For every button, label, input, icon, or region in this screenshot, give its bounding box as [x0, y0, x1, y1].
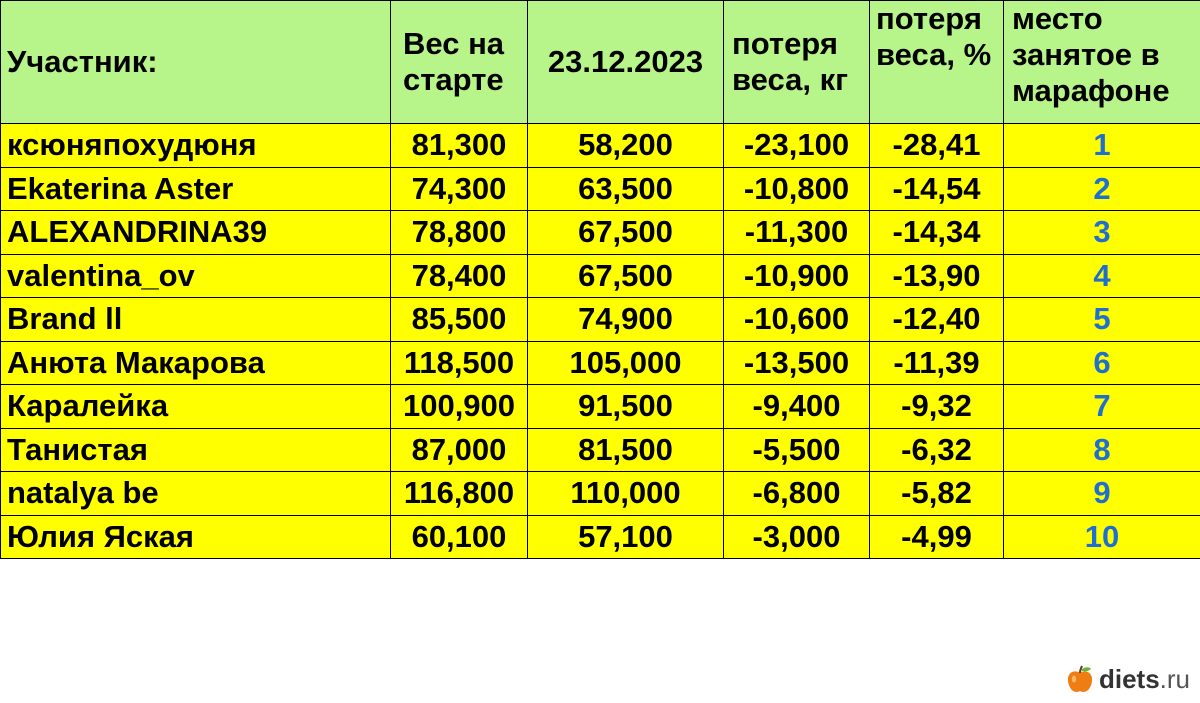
loss-percent-cell: -12,40 [870, 298, 1004, 342]
loss-percent-cell: -5,82 [870, 472, 1004, 516]
watermark-tld: .ru [1159, 664, 1190, 694]
participant-name-cell: Анюта Макарова [1, 341, 391, 385]
loss-kg-cell: -11,300 [724, 211, 870, 255]
table-row [1, 211, 1200, 255]
participant-name-cell: Ekaterina Aster [1, 167, 391, 211]
header-loss-kg: потеря веса, кг [724, 1, 870, 124]
loss-percent-cell: -14,54 [870, 167, 1004, 211]
start-weight-cell: 116,800 [391, 472, 528, 516]
place-cell: 2 [1004, 167, 1200, 211]
current-weight-cell: 110,000 [528, 472, 724, 516]
watermark-text [1099, 664, 1190, 695]
table-body [1, 124, 1200, 559]
start-weight-cell: 85,500 [391, 298, 528, 342]
current-weight-cell: 67,500 [528, 254, 724, 298]
loss-percent-cell: -4,99 [870, 515, 1004, 559]
participant-name-cell: Юлия Яская [1, 515, 391, 559]
loss-kg-cell: -13,500 [724, 341, 870, 385]
loss-percent-cell: -6,32 [870, 428, 1004, 472]
loss-kg-cell: -23,100 [724, 124, 870, 168]
place-cell: 3 [1004, 211, 1200, 255]
place-cell: 8 [1004, 428, 1200, 472]
participant-name-cell: ксюняпохудюня [1, 124, 391, 168]
start-weight-cell: 81,300 [391, 124, 528, 168]
place-cell: 9 [1004, 472, 1200, 516]
header-start-weight: Вес на старте [391, 1, 528, 124]
current-weight-cell: 81,500 [528, 428, 724, 472]
start-weight-cell: 87,000 [391, 428, 528, 472]
start-weight-cell: 74,300 [391, 167, 528, 211]
header-row [1, 1, 1200, 124]
loss-kg-cell: -10,900 [724, 254, 870, 298]
loss-kg-cell: -9,400 [724, 385, 870, 429]
current-weight-cell: 91,500 [528, 385, 724, 429]
participant-name-cell: Каралейка [1, 385, 391, 429]
loss-percent-cell: -14,34 [870, 211, 1004, 255]
header-loss-percent: потеря веса, % [870, 1, 1004, 124]
table-row [1, 254, 1200, 298]
participant-name-cell: natalya be [1, 472, 391, 516]
participant-name-cell: ALEXANDRINA39 [1, 211, 391, 255]
loss-percent-cell: -11,39 [870, 341, 1004, 385]
table-row [1, 472, 1200, 516]
start-weight-cell: 60,100 [391, 515, 528, 559]
loss-percent-cell: -28,41 [870, 124, 1004, 168]
table-row [1, 428, 1200, 472]
table-row [1, 515, 1200, 559]
start-weight-cell: 118,500 [391, 341, 528, 385]
participant-name-cell: Танистая [1, 428, 391, 472]
place-cell: 4 [1004, 254, 1200, 298]
header-date: 23.12.2023 [528, 1, 724, 124]
loss-kg-cell: -5,500 [724, 428, 870, 472]
current-weight-cell: 74,900 [528, 298, 724, 342]
current-weight-cell: 105,000 [528, 341, 724, 385]
place-cell: 5 [1004, 298, 1200, 342]
loss-kg-cell: -10,800 [724, 167, 870, 211]
start-weight-cell: 78,400 [391, 254, 528, 298]
loss-kg-cell: -3,000 [724, 515, 870, 559]
table-row [1, 167, 1200, 211]
participant-name-cell: Brand ll [1, 298, 391, 342]
participant-name-cell: valentina_ov [1, 254, 391, 298]
apple-icon [1065, 665, 1095, 695]
table-header [1, 1, 1200, 124]
table-row [1, 341, 1200, 385]
start-weight-cell: 78,800 [391, 211, 528, 255]
header-participant: Участник: [1, 1, 391, 124]
loss-percent-cell: -13,90 [870, 254, 1004, 298]
loss-percent-cell: -9,32 [870, 385, 1004, 429]
place-cell: 6 [1004, 341, 1200, 385]
loss-kg-cell: -6,800 [724, 472, 870, 516]
current-weight-cell: 67,500 [528, 211, 724, 255]
start-weight-cell: 100,900 [391, 385, 528, 429]
current-weight-cell: 57,100 [528, 515, 724, 559]
header-place: место занятое в марафоне [1004, 1, 1200, 124]
table-row [1, 298, 1200, 342]
table-row [1, 124, 1200, 168]
current-weight-cell: 58,200 [528, 124, 724, 168]
loss-kg-cell: -10,600 [724, 298, 870, 342]
diets-ru-watermark [1065, 664, 1190, 695]
table-row [1, 385, 1200, 429]
watermark-brand: diets [1098, 664, 1160, 694]
current-weight-cell: 63,500 [528, 167, 724, 211]
place-cell: 10 [1004, 515, 1200, 559]
place-cell: 1 [1004, 124, 1200, 168]
place-cell: 7 [1004, 385, 1200, 429]
